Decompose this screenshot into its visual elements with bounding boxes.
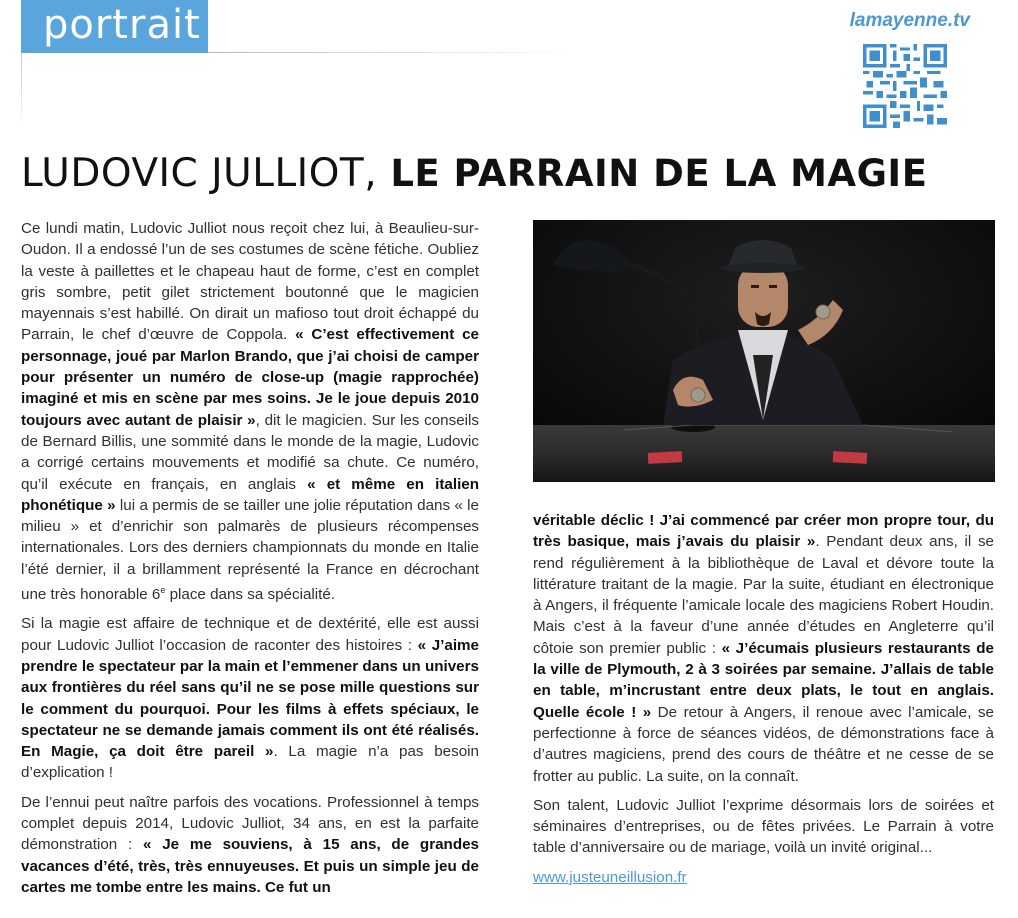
section-label: portrait [43,2,201,48]
superscript: e [160,585,166,596]
text-run: . La magie n’a pas besoin d’explication ! [21,743,479,782]
quote-run: « C’est effectivement ce personnage, joué par Marlon Brando, que j’ai choisi de camper pour présenter un numéro de close-up (magie rapprochée) imaginé et mis en scène par mes soins. Je le joue depuis 2010 toujours avec autant de plaisir » [21,326,479,429]
headline-name: LUDOVIC JULLIOT, [21,151,378,196]
paragraph-3 [21,792,479,898]
text-run: Ce lundi matin, Ludovic Julliot nous reçoit chez lui, à Beaulieu-sur-Oudon. Il a endossé l’un de ses costumes de scène fétiche. Oubliez la veste à paillettes et le chapeau haut de forme, c’est en complet gris sombre, petit gilet strictement boutonné que le magicien mayennais s’est habillé. On dirait un mafioso tout droit échappé du Parrain, le chef d’œuvre de Coppola. [21,220,479,344]
website-link[interactable]: www.justeuneillusion.fr [533,868,687,886]
text-run: De retour à Angers, il renoue avec l’amicale, se perfectionne à force de séances vidéos, de démonstrations face à d’autres magiciens, prend des cours de théâtre et ne cesse de se frotter au public. La suite, on la connaît. [533,703,994,785]
paragraph-2 [21,613,479,783]
paragraph-link [533,867,994,888]
text-run: place dans sa spécialité. [165,586,336,604]
article-column-left [21,218,479,906]
quote-run: « et même en italien phonétique » [21,475,480,514]
article-headline [21,150,927,196]
headline-subtitle: LE PARRAIN DE LA MAGIE [390,152,928,195]
paragraph-1 [21,218,479,605]
paragraph-4 [533,510,994,787]
site-link[interactable]: lamayenne.tv [849,10,970,31]
header-divider [208,52,578,53]
article-column-right [533,510,994,896]
magician-photo [533,220,995,482]
section-tab [21,0,208,53]
quote-run: véritable déclic ! J’ai commencé par créer mon propre tour, du très basique, mais j’avais du plaisir » [533,512,994,551]
paragraph-5: Son talent, Ludovic Julliot l’exprime désormais lors de soirées et séminaires d’entreprises, ou de fêtes privées. Le Parrain à votre table d’anniversaire ou de mariage, voilà un invité original... [533,796,994,857]
quote-run: « Je me souviens, à 15 ans, de grandes vacances d’été, très, très ennuyeuses. Et puis un simple jeu de cartes me tombe entre les mains. Ce fut un [21,836,480,896]
text-run: De l’ennui peut naître parfois des vocations. Professionnel à temps complet depuis 2014, Ludovic Julliot, 34 ans, en est la parfaite démonstration : [21,793,479,854]
qr-code-icon[interactable] [863,44,947,128]
text-run: lui a permis de se tailler une jolie réputation dans « le milieu » et d’enrichir son palmarès de plusieurs récompenses internationales. Lors des derniers championnats du monde en Italie l’été dernier, il a brillamment représenté la France en décrochant une très honorable 6 [21,496,479,604]
text-run: , dit le magicien. Sur les conseils de Bernard Billis, une sommité dans le monde de la magie, Ludovic a corrigé certains mouvements et modifié sa chute. Ce numéro, qu’il exécute en français, en anglais [21,411,479,493]
side-divider [21,53,22,133]
text-run: Si la magie est affaire de technique et de dextérité, elle est aussi pour Ludovic Julliot l’occasion de raconter des histoires : [21,615,479,654]
text-run: . Pendant deux ans, il se rend régulièrement à la bibliothèque de Laval et dévore toute la littérature traitant de la magie. Par la suite, étudiant en électronique à Angers, il fréquente l’amicale locale des magiciens Robert Houdin. Mais c’est à la faveur d’une année d’études en Angleterre qu’il côtoie son premier public : [533,533,994,657]
quote-run: « J’écumais plusieurs restaurants de la ville de Plymouth, 2 à 3 soirées par semaine. J’allais de table en table, m’incrustant entre deux plats, le tout en anglais. Quelle école ! » [533,639,994,721]
quote-run: « J’aime prendre le spectateur par la main et l’emmener dans un univers aux frontières du réel sans qu’il ne se pose mille questions sur le comment du pourquoi. Pour les films à effets spéciaux, le spectateur ne se demande jamais comment ils ont été réalisés. En Magie, ça doit être pareil » [21,636,479,761]
